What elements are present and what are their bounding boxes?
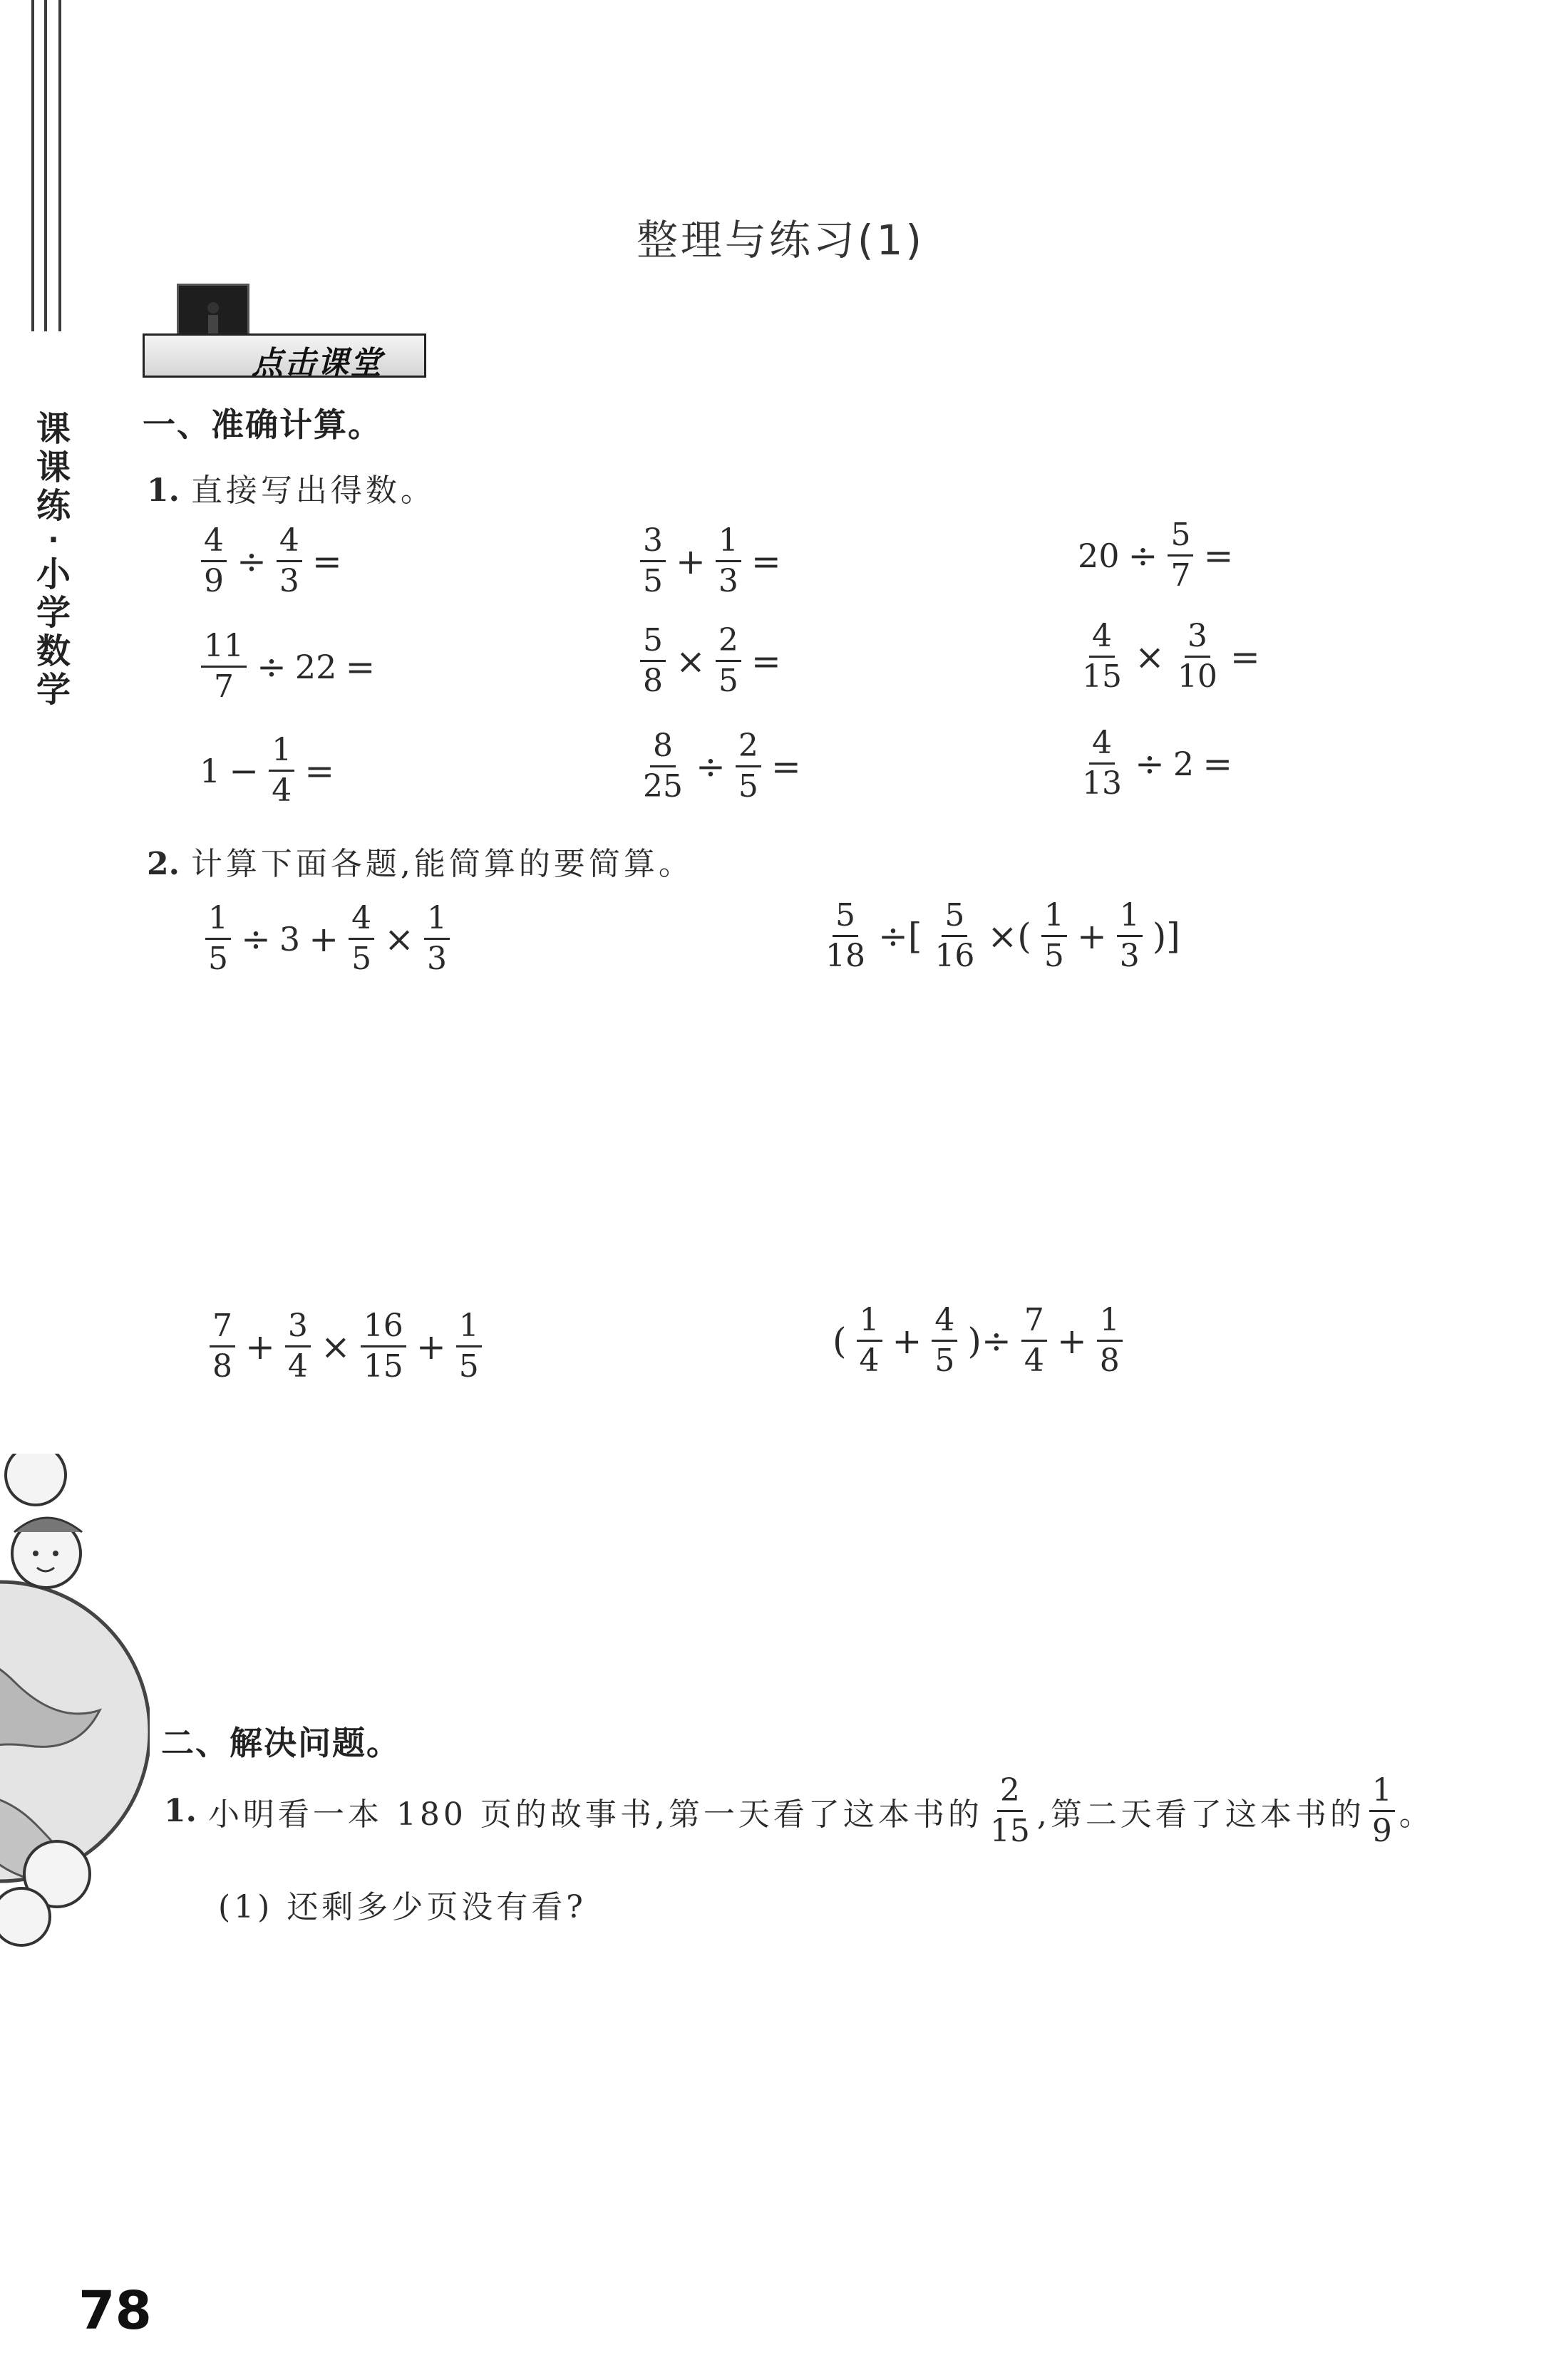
denominator: 4 — [859, 1342, 880, 1380]
operator: × — [320, 1325, 351, 1367]
operator: = — [751, 540, 781, 582]
numerator: 3 — [1185, 620, 1210, 658]
operator: ÷ — [1135, 743, 1165, 785]
numerator: 4 — [1089, 727, 1115, 765]
book-title-char: 学 — [36, 593, 71, 633]
badge-label: 点击课堂 — [252, 345, 383, 381]
fraction — [205, 902, 231, 976]
fraction — [424, 902, 450, 976]
operator: = — [1230, 636, 1260, 678]
integer: 1 — [200, 751, 221, 790]
numerator: 16 — [361, 1310, 406, 1347]
operator: − — [229, 750, 259, 792]
operator: + — [1056, 1320, 1087, 1362]
book-title-char: 课 — [36, 447, 71, 487]
fraction — [277, 524, 302, 598]
denominator: 7 — [214, 668, 234, 705]
fraction — [716, 624, 741, 698]
denominator: 7 — [1170, 557, 1191, 594]
denominator: 8 — [1099, 1342, 1120, 1380]
arithmetic-item — [1075, 620, 1266, 693]
book-title-char: 学 — [36, 670, 71, 710]
numerator: 2 — [716, 624, 741, 662]
denominator: 16 — [934, 938, 975, 975]
numerator: 7 — [210, 1310, 235, 1347]
calculation-item — [205, 1310, 486, 1383]
operator: )÷ — [967, 1320, 1011, 1362]
operator: = — [771, 745, 801, 787]
fraction — [1168, 519, 1193, 592]
denominator: 13 — [1082, 765, 1122, 802]
numerator: 4 — [201, 524, 227, 562]
fraction — [285, 1310, 311, 1383]
problem-text: ,第二天看了这本书的 — [1036, 1796, 1365, 1833]
denominator: 5 — [738, 768, 758, 805]
denominator: 3 — [1119, 938, 1140, 975]
fraction — [1117, 899, 1143, 973]
numerator: 1 — [716, 524, 741, 562]
arithmetic-item — [197, 734, 340, 807]
operator: ( — [833, 1320, 847, 1362]
question-text: 直接写出得数。 — [190, 472, 436, 509]
denominator: 5 — [718, 663, 738, 700]
calculation-item — [818, 899, 1186, 973]
spine-line — [58, 0, 61, 331]
book-title-char: 课 — [36, 409, 71, 449]
operator: )] — [1152, 915, 1180, 957]
operator: = — [304, 750, 335, 792]
problem-1-statement — [164, 1774, 1434, 1848]
numerator: 3 — [640, 524, 666, 562]
numerator: 5 — [640, 624, 666, 662]
question-number: 1. — [147, 472, 180, 509]
denominator: 3 — [279, 563, 299, 600]
spine-line — [31, 0, 34, 331]
operator: × — [384, 918, 414, 960]
page-number: 78 — [78, 2280, 152, 2342]
fraction — [1041, 899, 1067, 973]
fraction — [349, 902, 374, 976]
denominator: 3 — [718, 563, 738, 600]
integer: 22 — [294, 647, 337, 686]
operator: ×( — [987, 915, 1031, 957]
question-2-prompt — [147, 838, 694, 884]
question-1-prompt — [147, 465, 436, 510]
numerator: 4 — [932, 1304, 957, 1342]
operator: + — [676, 540, 706, 582]
denominator: 5 — [458, 1348, 479, 1385]
fraction — [201, 630, 247, 703]
fraction — [716, 524, 741, 598]
integer: 2 — [1173, 744, 1195, 783]
denominator: 25 — [643, 768, 683, 805]
denominator: 5 — [934, 1342, 955, 1380]
section-badge — [143, 333, 426, 381]
denominator: 9 — [1371, 1813, 1392, 1850]
spine-line — [44, 0, 47, 331]
fraction — [201, 524, 227, 598]
calculation-item — [827, 1302, 1127, 1380]
numerator: 1 — [1369, 1774, 1395, 1812]
numerator: 1 — [1117, 899, 1143, 937]
denominator: 3 — [427, 941, 447, 978]
numerator: 1 — [424, 902, 450, 940]
operator: + — [245, 1325, 275, 1367]
denominator: 8 — [643, 663, 663, 700]
book-title-char: · — [48, 524, 59, 557]
calculation-item — [201, 902, 454, 976]
arithmetic-item — [1075, 727, 1238, 800]
operator: ÷ — [696, 745, 726, 787]
numerator: 1 — [857, 1304, 882, 1342]
numerator: 4 — [1089, 620, 1115, 658]
fraction — [932, 1302, 957, 1380]
operator: ÷[ — [878, 915, 922, 957]
numerator: 2 — [997, 1774, 1023, 1812]
sub-question-1: (1) 还剩多少页没有看? — [218, 1889, 587, 1925]
arithmetic-item — [636, 730, 807, 803]
denominator: 18 — [825, 938, 865, 975]
operator: ÷ — [237, 540, 267, 582]
arithmetic-item — [636, 524, 787, 598]
operator: = — [751, 640, 781, 682]
numerator: 7 — [1021, 1304, 1047, 1342]
fraction — [210, 1310, 235, 1383]
page-title: 整理与练习(1) — [636, 216, 925, 264]
globe-children-illustration — [0, 1454, 150, 1952]
integer: 20 — [1078, 536, 1120, 575]
numerator: 5 — [1168, 519, 1193, 557]
numerator: 1 — [1097, 1304, 1123, 1342]
denominator: 4 — [287, 1348, 308, 1385]
question-text: 计算下面各题,能简算的要简算。 — [190, 846, 694, 882]
problem-text: 。 — [1398, 1796, 1434, 1833]
fraction — [1175, 620, 1220, 693]
denominator: 15 — [989, 1813, 1030, 1850]
denominator: 5 — [1044, 938, 1064, 975]
denominator: 4 — [272, 772, 292, 809]
book-title-char: 练 — [36, 486, 71, 526]
denominator: 5 — [643, 563, 663, 600]
question-number: 1. — [164, 1793, 197, 1830]
numerator: 1 — [269, 734, 294, 772]
integer: 3 — [279, 919, 301, 958]
numerator: 1 — [1041, 899, 1067, 937]
numerator: 4 — [349, 902, 374, 940]
numerator: 8 — [650, 730, 676, 767]
operator: = — [311, 540, 342, 582]
operator: + — [892, 1320, 922, 1362]
operator: = — [345, 646, 376, 688]
book-title-char: 数 — [36, 631, 71, 671]
numerator: 4 — [277, 524, 302, 562]
fraction — [987, 1774, 1033, 1848]
fraction — [1079, 620, 1125, 693]
operator: + — [416, 1325, 446, 1367]
book-title-vertical — [32, 410, 75, 709]
operator: + — [1076, 915, 1107, 957]
numerator: 5 — [942, 899, 967, 937]
numerator: 3 — [285, 1310, 311, 1347]
fraction — [640, 524, 666, 598]
numerator: 5 — [833, 899, 858, 937]
section-one-heading: 一、准确计算。 — [143, 405, 382, 444]
fraction — [1021, 1302, 1047, 1380]
book-title-char: 小 — [36, 554, 71, 594]
operator: × — [676, 640, 706, 682]
problem-text: 小明看一本 180 页的故事书,第一天看了这本书的 — [207, 1796, 983, 1833]
numerator: 2 — [736, 730, 761, 767]
fraction — [456, 1310, 482, 1383]
fraction — [269, 734, 294, 807]
operator: = — [1202, 743, 1233, 785]
arithmetic-item — [636, 624, 787, 698]
denominator: 10 — [1177, 658, 1217, 695]
numerator: 1 — [456, 1310, 482, 1347]
operator: ÷ — [1128, 534, 1158, 576]
denominator: 4 — [1024, 1342, 1044, 1380]
operator: ÷ — [257, 646, 287, 688]
fraction — [857, 1302, 882, 1380]
fraction — [640, 624, 666, 698]
denominator: 9 — [204, 563, 224, 600]
fraction — [932, 899, 977, 973]
operator: + — [309, 918, 339, 960]
arithmetic-item — [197, 630, 381, 703]
operator: = — [1203, 534, 1234, 576]
arithmetic-item — [1075, 519, 1239, 592]
arithmetic-item — [197, 524, 348, 598]
denominator: 8 — [212, 1348, 232, 1385]
section-two-heading: 二、解决问题。 — [161, 1724, 401, 1762]
fraction — [1369, 1774, 1395, 1848]
question-number: 2. — [147, 846, 180, 882]
denominator: 15 — [1082, 658, 1122, 695]
fraction — [1079, 727, 1125, 800]
fraction — [736, 730, 761, 803]
operator: ÷ — [241, 918, 271, 960]
fraction — [361, 1310, 406, 1383]
denominator: 5 — [208, 941, 228, 978]
numerator: 1 — [205, 902, 231, 940]
fraction — [1097, 1302, 1123, 1380]
operator: × — [1135, 636, 1165, 678]
fraction — [823, 899, 868, 973]
fraction — [640, 730, 686, 803]
numerator: 11 — [201, 630, 247, 668]
denominator: 15 — [363, 1348, 403, 1385]
denominator: 5 — [351, 941, 372, 978]
